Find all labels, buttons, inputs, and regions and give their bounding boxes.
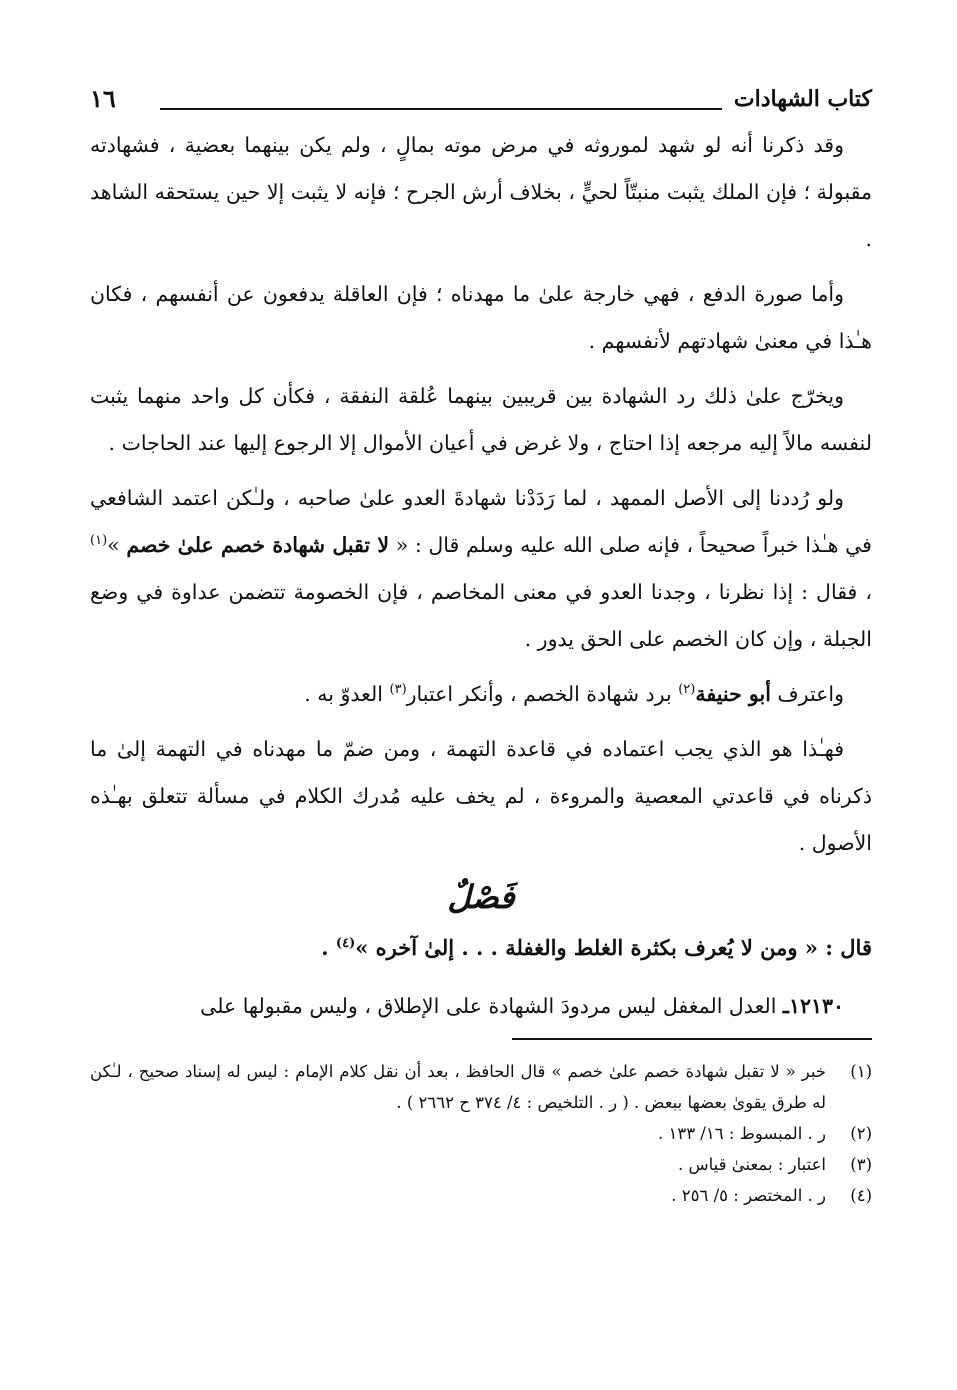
header-rule [160, 108, 722, 110]
footnote-3 [90, 1149, 872, 1180]
footnote-ref-4: (٤) [335, 936, 356, 951]
paragraph-4-text-end: ، فقال : إذا نظرنا ، وجدنا العدو في معنى المخاصم ، فإن الخصومة تتضمن عداوة في وضع الجبلة ، وإن كان الخصم على الحق يدور . [90, 580, 872, 651]
paragraph-1: وقد ذكرنا أنه لو شهد لموروثه في مرض موته بمالٍ ، ولم يكن بينهما بعضية ، فشهادته مقبولة ؛ فإن الملك يثبت منبتّاً لحيٍّ ، بخلاف أرش الجرح ؛ فإنه لا يثبت إلا حين يستحقه الشاهد . [90, 133, 872, 251]
footnote-ref-3: (٣) [389, 682, 407, 698]
footnote-number: (٣) [850, 1155, 872, 1174]
paragraph-3: ويخرّج علىٰ ذلك رد الشهادة بين قريبين بينهما عُلقة النفقة ، فكأن كل واحد منهما يثبت لنفسه مالاً إليه مرجعه إذا احتاج ، ولا غرض في أعيان الأموال إلا الرجوع إليها عند الحاجات . [90, 384, 872, 455]
document-page [90, 80, 872, 1211]
footnote-text: ر . المختصر : ٥/ ٢٥٦ . [671, 1186, 826, 1205]
paragraph-7-text: العدل المغفل ليس مردودَ الشهادة على الإطلاق ، وليس مقبولها على [200, 994, 783, 1018]
quoted-statement-text: قال : « ومن لا يُعرف بكثرة الغلط والغفلة . . . إلىٰ آخره » [355, 935, 872, 960]
paragraph-6: فهـٰذا هو الذي يجب اعتماده في قاعدة التهمة ، ومن ضمّ ما مهدناه في التهمة إلىٰ ما ذكرناه في قاعدتي المعصية والمروءة ، لم يخف عليه مُدرك الكلام في مسألة تتعلق بهـٰذه الأصول . [90, 737, 872, 855]
paragraph-4-text: ولو رُددنا إلى الأصل الممهد ، لما رَدَدْنا شهادةَ العدو علىٰ صاحبه ، ولـٰكن اعتمد الشافعي في هـٰذا خبراً صحيحاً ، فإنه صلى الله عليه وسلم قال : « [90, 486, 872, 557]
footnote-number: (٤) [850, 1186, 872, 1205]
footnote-ref-2: (٢) [678, 682, 696, 698]
section-heading: فَصْلٌ [447, 878, 515, 916]
quoted-statement-end: . [321, 935, 336, 960]
footnote-ref-1: (١) [90, 533, 108, 549]
footnote-1 [90, 1056, 872, 1118]
paragraph-5-text-end: العدوّ به . [304, 682, 390, 706]
scholar-name: أبو حنيفة [695, 682, 771, 706]
page-header [90, 80, 872, 122]
paragraph-7 [90, 983, 872, 1030]
footnote-2 [90, 1118, 872, 1149]
paragraph-5-text-mid: برد شهادة الخصم ، وأنكر اعتبار [406, 682, 679, 706]
paragraph-5 [90, 671, 872, 718]
footnote-separator [512, 1038, 872, 1040]
paragraph-2: وأما صورة الدفع ، فهي خارجة علىٰ ما مهدناه ؛ فإن العاقلة يدفعون عن أنفسهم ، فكان هـٰذا في معنىٰ شهادتهم لأنفسهم . [90, 282, 872, 353]
page-number: ١٦ [90, 84, 116, 113]
paragraph-5-text: واعترف [770, 682, 844, 706]
footnote-text: ر . المبسوط : ١٦/ ١٣٣ . [657, 1124, 826, 1143]
quoted-statement [90, 925, 872, 971]
footnote-number: (٢) [850, 1124, 872, 1143]
footnote-number: (١) [850, 1062, 872, 1081]
book-title: كتاب الشهادات [733, 86, 872, 112]
footnote-text: خبر « لا تقبل شهادة خصم علىٰ خصم » قال الحافظ ، بعد أن نقل كلام الإمام : ليس له إسناد صحيح ، لـٰكن له طرق يقوىٰ بعضها ببعض . ( ر . التلخيص : ٤/ ٣٧٤ ح ٢٦٦٢ ) . [90, 1062, 826, 1112]
paragraph-4-quote-close: » [107, 533, 127, 557]
footnote-text: اعتبار : بمعنىٰ قياس . [677, 1155, 826, 1174]
footnote-4 [90, 1180, 872, 1211]
issue-number: ١٢١٣٠ـ [782, 994, 844, 1018]
hadith-quote: لا تقبل شهادة خصم علىٰ خصم [126, 533, 390, 557]
paragraph-4 [90, 475, 872, 663]
